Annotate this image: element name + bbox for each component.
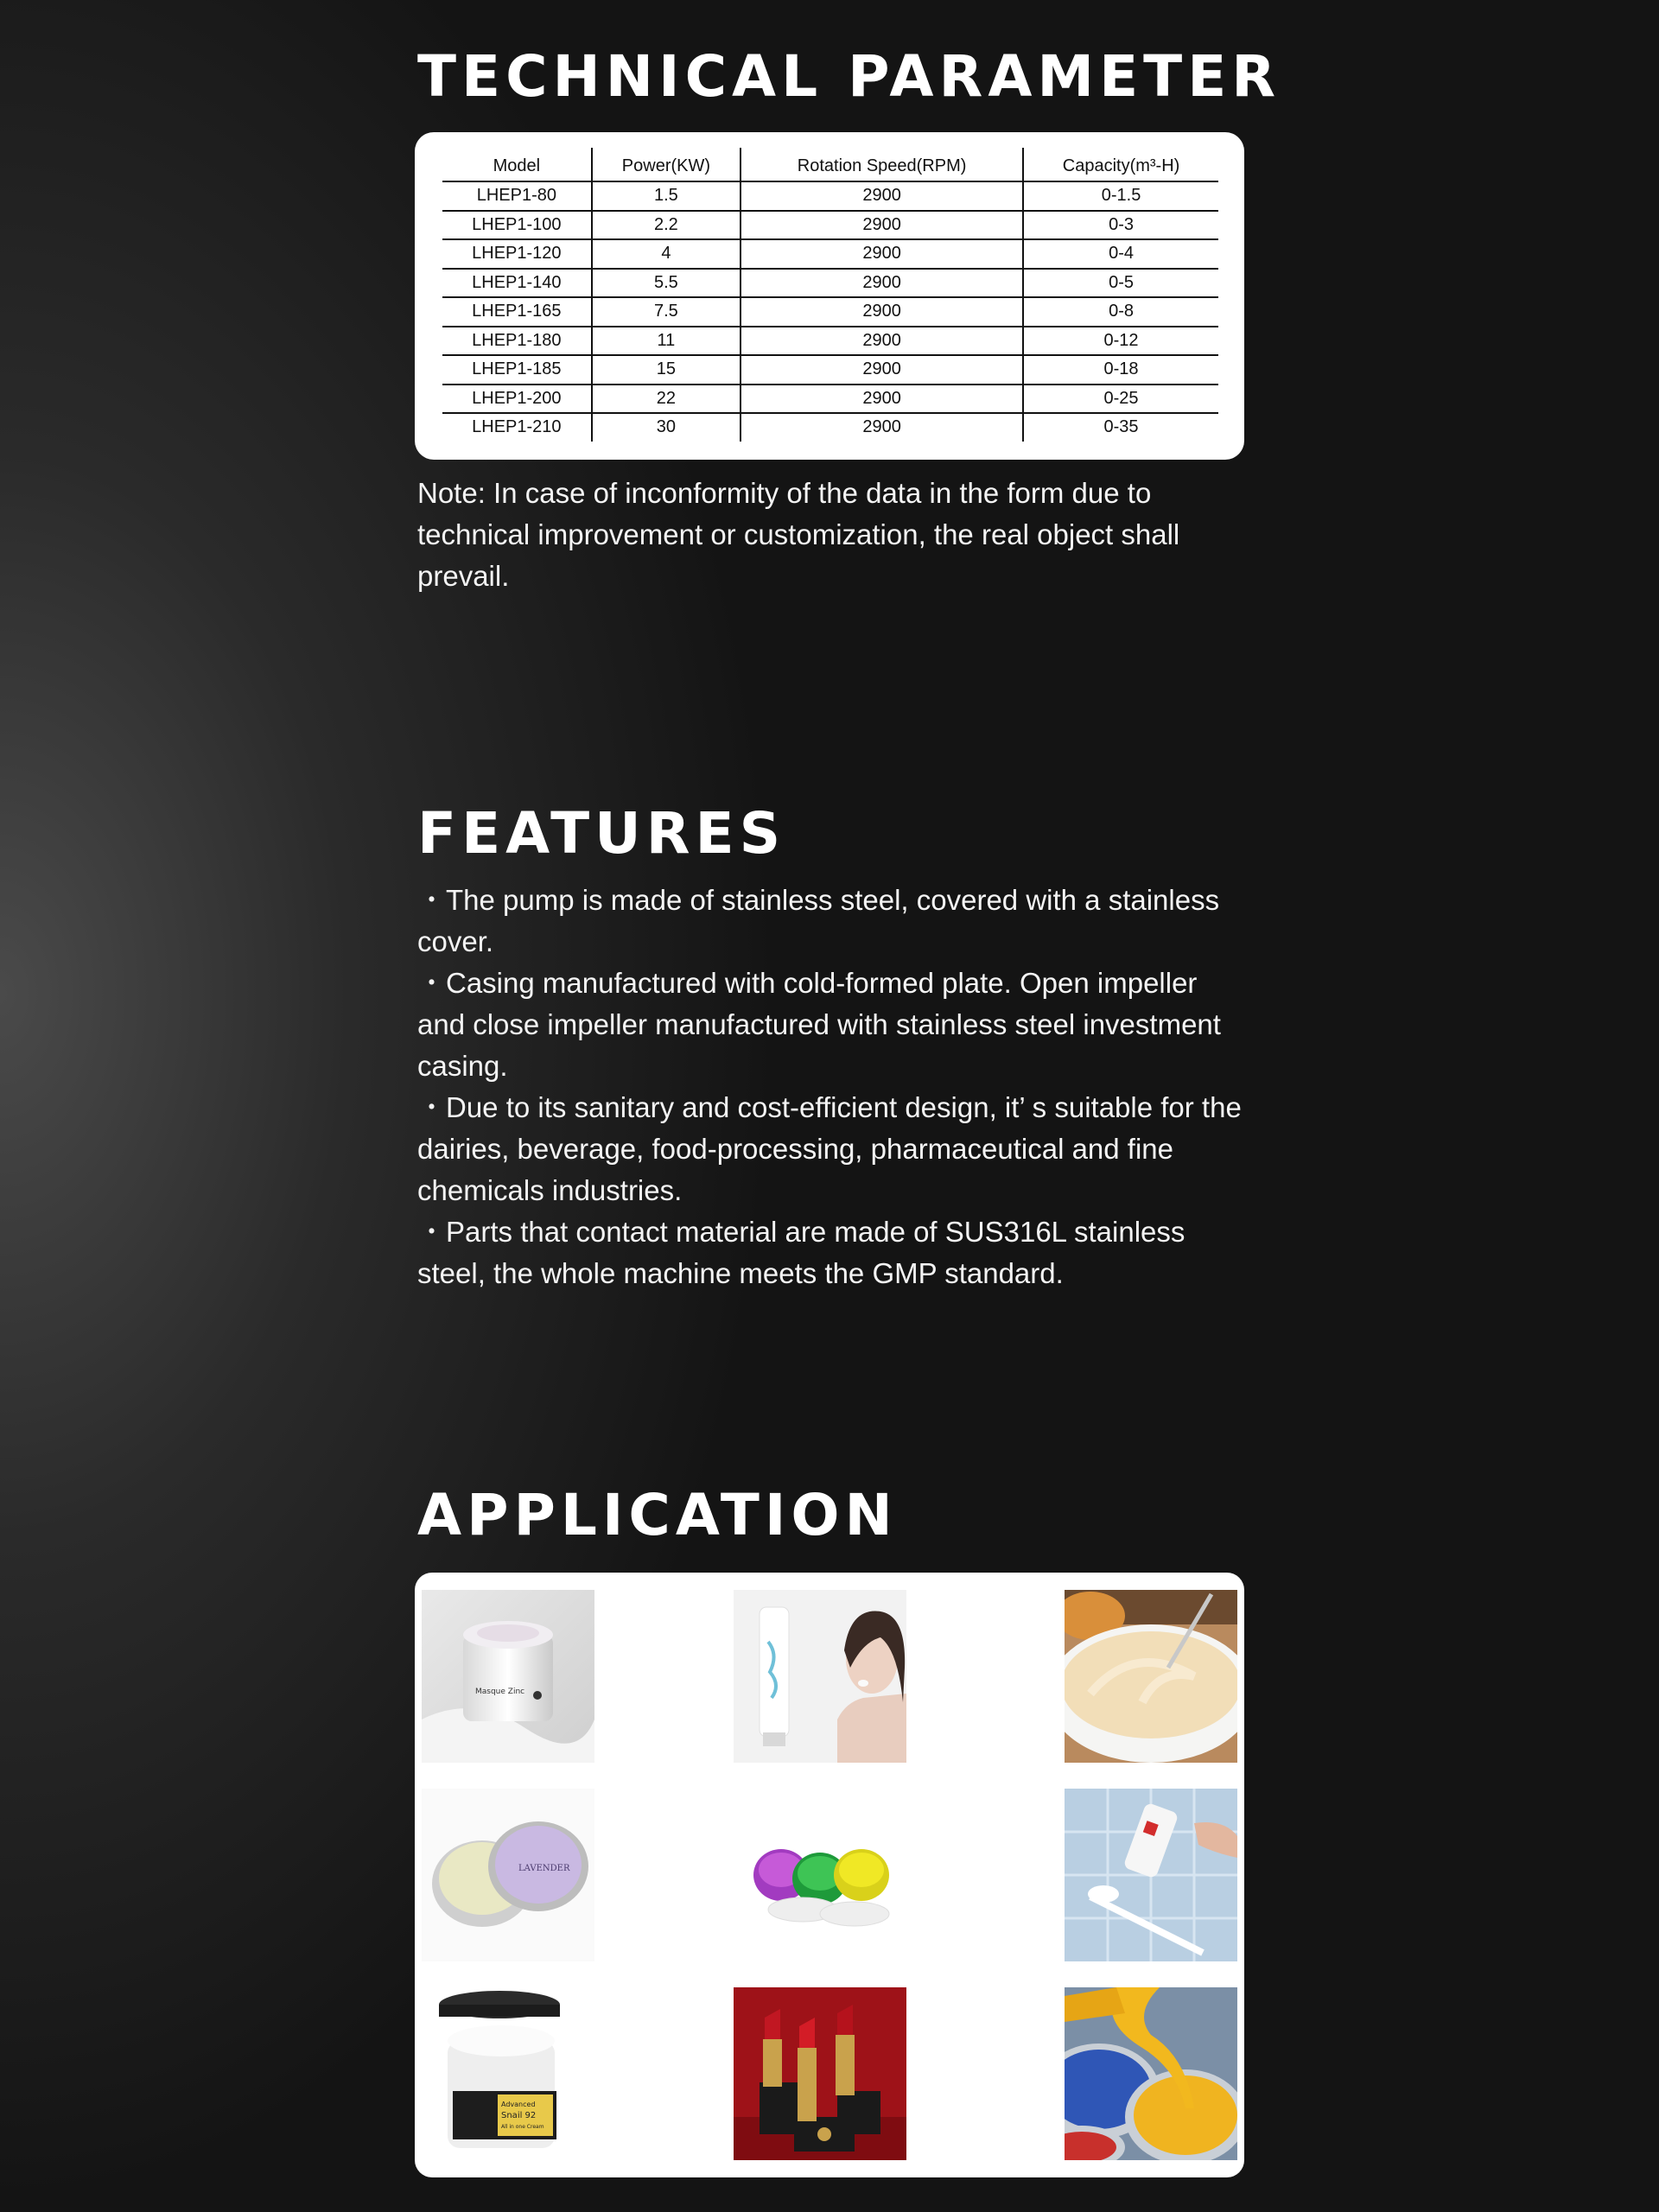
application-title: APPLICATION bbox=[417, 1482, 898, 1548]
jar-label-line3: All in one Cream bbox=[501, 2124, 544, 2130]
cell-model: LHEP1-200 bbox=[442, 385, 592, 414]
colored-wax-jars-image bbox=[734, 1789, 906, 1961]
cell-power: 15 bbox=[592, 355, 741, 385]
cell-model: LHEP1-185 bbox=[442, 355, 592, 385]
cell-capacity: 0-4 bbox=[1023, 239, 1218, 269]
cell-capacity: 0-25 bbox=[1023, 385, 1218, 414]
cell-capacity: 0-3 bbox=[1023, 211, 1218, 240]
cell-speed: 2900 bbox=[741, 355, 1023, 385]
spec-table-body bbox=[442, 181, 1218, 442]
cell-power: 22 bbox=[592, 385, 741, 414]
cell-model: LHEP1-140 bbox=[442, 269, 592, 298]
cell-capacity: 0-5 bbox=[1023, 269, 1218, 298]
lip-balm-tin-image bbox=[422, 1789, 594, 1961]
feature-item: ・Casing manufactured with cold-formed plate. Open impeller and close impeller manufactured with stainless steel investment casing. bbox=[417, 967, 1221, 1082]
facial-cleanser-tube-model-image bbox=[734, 1590, 906, 1763]
cream-sauce-bowl-image bbox=[1065, 1590, 1237, 1763]
cell-model: LHEP1-165 bbox=[442, 297, 592, 327]
table-row bbox=[442, 327, 1218, 356]
face-cream-jar-image bbox=[422, 1590, 594, 1763]
jar-label: Masque Zinc bbox=[475, 1688, 525, 1696]
spec-table bbox=[442, 148, 1218, 442]
cell-model: LHEP1-100 bbox=[442, 211, 592, 240]
features-title: FEATURES bbox=[417, 800, 786, 867]
technical-parameter-title: TECHNICAL PARAMETER bbox=[417, 43, 1281, 110]
cell-speed: 2900 bbox=[741, 327, 1023, 356]
cell-speed: 2900 bbox=[741, 269, 1023, 298]
cell-power: 2.2 bbox=[592, 211, 741, 240]
cell-power: 30 bbox=[592, 413, 741, 442]
cell-power: 7.5 bbox=[592, 297, 741, 327]
column-header-model: Model bbox=[442, 148, 592, 181]
cell-model: LHEP1-210 bbox=[472, 417, 562, 437]
application-gallery bbox=[415, 1573, 1244, 2177]
jar-label-line2: Snail 92 bbox=[501, 2111, 537, 2120]
cell-model: LHEP1-180 bbox=[442, 327, 592, 356]
cell-power: 1.5 bbox=[592, 181, 741, 211]
table-note: Note: In case of inconformity of the data in the form due to technical improvement or customization, the real object shall prevail. bbox=[417, 477, 1180, 592]
cell-capacity: 0-35 bbox=[1023, 413, 1218, 442]
cell-power: 5.5 bbox=[592, 269, 741, 298]
feature-item: ・Parts that contact material are made of SUS316L stainless steel, the whole machine meets the GMP standard. bbox=[417, 1216, 1185, 1289]
jar-label-line1: Advanced bbox=[501, 2101, 536, 2108]
cell-speed: 2900 bbox=[741, 413, 1023, 442]
column-header-capacity: Capacity(m³-H) bbox=[1023, 148, 1218, 181]
cell-power: 11 bbox=[592, 327, 741, 356]
table-row bbox=[442, 385, 1218, 414]
cell-model: LHEP1-120 bbox=[442, 239, 592, 269]
spec-table-header-row bbox=[442, 148, 1218, 181]
features-list bbox=[417, 880, 1247, 1294]
table-row bbox=[442, 413, 1218, 442]
tin-label: LAVENDER bbox=[518, 1864, 570, 1873]
cell-speed: 2900 bbox=[741, 239, 1023, 269]
table-row bbox=[442, 239, 1218, 269]
cell-power: 4 bbox=[592, 239, 741, 269]
feature-item: ・Due to its sanitary and cost-efficient design, it’ s suitable for the dairies, beverage, food-processing, pharmaceutical and fine chemicals industries. bbox=[417, 1091, 1242, 1206]
lipsticks-image bbox=[734, 1987, 906, 2160]
snail-cream-jar-image bbox=[422, 1987, 594, 2160]
column-header-power: Power(KW) bbox=[592, 148, 741, 181]
cell-model: LHEP1-80 bbox=[442, 181, 592, 211]
cell-capacity: 0-8 bbox=[1023, 297, 1218, 327]
cell-speed: 2900 bbox=[741, 297, 1023, 327]
cell-capacity: 0-1.5 bbox=[1023, 181, 1218, 211]
column-header-speed: Rotation Speed(RPM) bbox=[741, 148, 1023, 181]
paint-cans-image bbox=[1065, 1987, 1237, 2160]
cell-speed: 2900 bbox=[741, 211, 1023, 240]
cell-speed: 2900 bbox=[741, 385, 1023, 414]
toothpaste-image bbox=[1065, 1789, 1237, 1961]
cell-speed: 2900 bbox=[741, 181, 1023, 211]
cell-capacity: 0-12 bbox=[1023, 327, 1218, 356]
cell-capacity: 0-18 bbox=[1023, 355, 1218, 385]
table-row bbox=[442, 181, 1218, 211]
table-row bbox=[442, 355, 1218, 385]
table-row bbox=[442, 269, 1218, 298]
feature-item: ・The pump is made of stainless steel, covered with a stainless cover. bbox=[417, 884, 1220, 957]
table-row bbox=[442, 297, 1218, 327]
table-row bbox=[442, 211, 1218, 240]
spec-table-card bbox=[415, 132, 1244, 460]
